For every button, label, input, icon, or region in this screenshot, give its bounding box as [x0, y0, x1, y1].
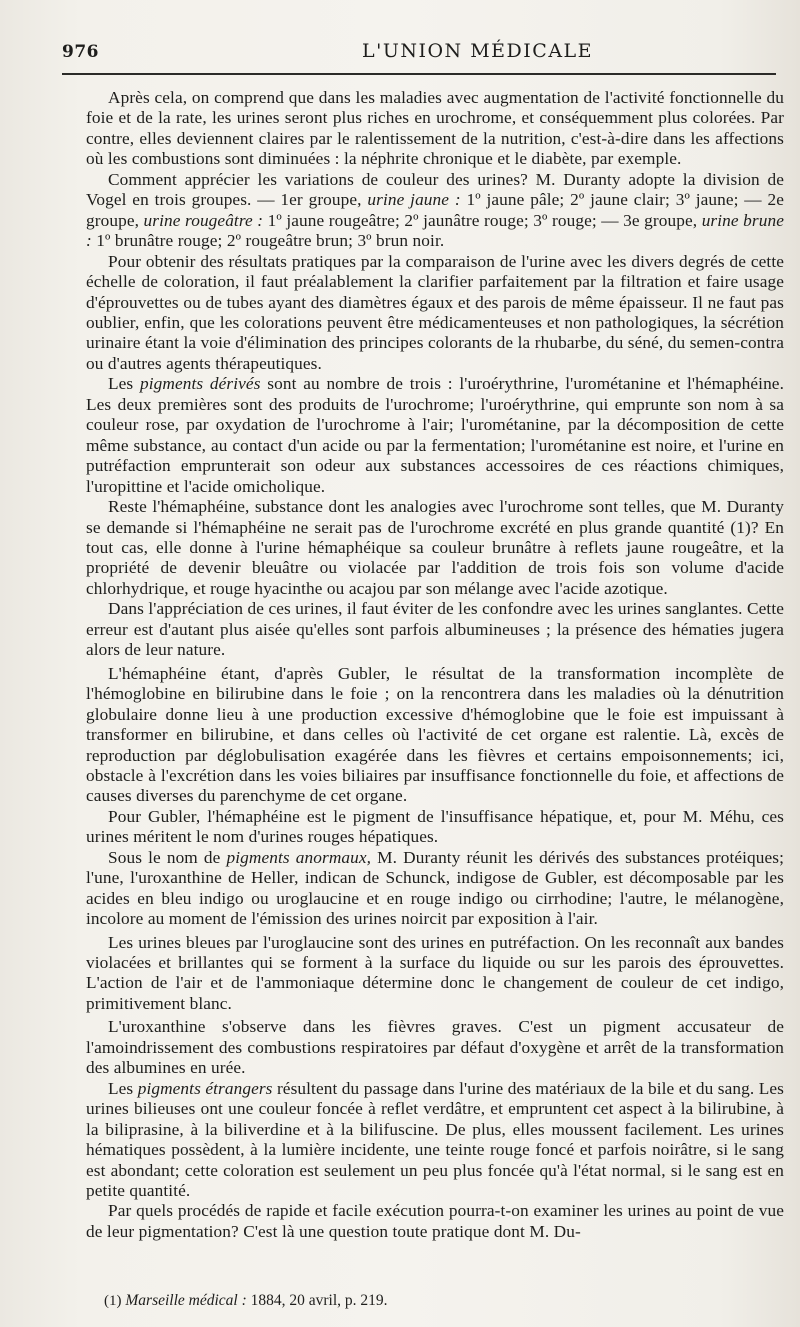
paragraph: [86, 170, 784, 252]
paragraph: [86, 599, 784, 660]
paragraph: [86, 1017, 784, 1078]
italic-run: urine brune :: [86, 210, 784, 251]
article-body: [86, 88, 784, 1242]
text-run: Sous le nom de: [108, 847, 227, 867]
italic-run: pigments étrangers: [137, 1078, 273, 1098]
text-run: 1º jaune rougeâtre; 2º jaunâtre rouge; 3º rouge; — 3e groupe,: [263, 210, 702, 230]
paragraph: [86, 1079, 784, 1202]
text-run: Dans l'appréciation de ces urines, il faut éviter de les confondre avec les urines sanglantes. Cette erreur est d'autant plus aisée qu'elles sont parfois albumineuses ; la présence des hématies jugera alors de leur nature.: [86, 599, 784, 660]
italic-run: pigments dérivés: [139, 374, 261, 394]
paragraph: [86, 88, 784, 170]
paragraph: [86, 497, 784, 599]
text-run: Les urines bleues par l'uroglaucine sont des urines en putréfaction. On les reconnaît aux bandes violacées et brillantes qui se forment à la surface du liquide ou sur les parois des éprouvettes. L'action de l'air et de l'ammoniaque détermine donc le changement de couleur de cet indigo, primitivement blanc.: [86, 932, 784, 1013]
paragraph: [86, 848, 784, 930]
text-run: sont au nombre de trois : l'uroérythrine, l'urométanine et l'hémaphéine. Les deux premières sont des produits de l'urochrome; l'uroérythrine, qui emprunte son nom à sa couleur rose, par oxydation de l'urochrome à l'air; l'urométanine, par la décomposition de cette même substance, au contact d'un acide ou par la fermentation; l'urométanine est noire, et l'urine en putréfaction emprunterait son odeur aux substances accessoires de ces réactions chimiques, l'uropittine et l'acide omicholique.: [86, 374, 785, 496]
text-run: M. Duranty réunit les dérivés des substances protéiques; l'une, l'uroxanthine de Heller, indican de Schunck, indigose de Gubler, est décomposable par les acides en bleu indigo ou uroglaucine et en rouge indigo ou cirrhodine; l'autre, le mélanogène, incolore au moment de l'émission des urines noircit par exposition à l'air.: [86, 847, 785, 929]
text-run: L'hémaphéine étant, d'après Gubler, le résultat de la transformation incomplète de l'hémoglobine en bilirubine dans le foie ; on la rencontrera dans les maladies où la dénutrition globulaire donne lieu à une production excessive d'hémoglobine que le foie est impuissant à transformer en bilirubine, et dans celles où l'activité de cet organe est ralentie. Là, excès de reproduction par déglobulisation exagérée dans les fièvres et certains empoisonnements; ici, obstacle à l'excrétion dans les voies biliaires par insuffisance fonctionnelle du foie, et affections de causes diverses du parenchyme de cet organe.: [86, 663, 784, 806]
paragraph: [86, 1201, 784, 1242]
text-run: Après cela, on comprend que dans les maladies avec augmentation de l'activité fonctionnelle du foie et de la rate, les urines seront plus riches en urochrome, et conséquemment plus colorées. Par contre, elles deviennent claires par le ralentissement de la nutrition, c'est-à-dire dans les affections où les combustions sont diminuées : la néphrite chronique et le diabète, par exemple.: [86, 88, 784, 169]
paragraph: [86, 807, 784, 848]
text-run: Pour obtenir des résultats pratiques par la comparaison de l'urine avec les divers degrés de cette échelle de coloration, il faut préalablement la clarifier parfaitement par la filtration et faire usage d'éprouvettes ou de tubes ayant des diamètres égaux et des parois de même épaisseur. Il ne faut pas oublier, enfin, que les colorations peuvent être médicamenteuses et non pathologiques, la sécrétion urinaire étant la voie d'élimination des principes colorants de la rhubarbe, du séné, du semen-contra ou d'autres agents thérapeutiques.: [86, 251, 784, 373]
footnote-ref: (1): [104, 1293, 122, 1309]
footnote-detail: 1884, 20 avril, p. 219.: [246, 1292, 388, 1309]
paragraph: [86, 374, 784, 497]
text-run: Les: [108, 1078, 138, 1098]
paragraph: [86, 252, 784, 375]
text-run: 1º brunâtre rouge; 2º rougeâtre brun; 3º brun noir.: [91, 231, 445, 251]
text-run: L'uroxanthine s'observe dans les fièvres graves. C'est un pigment accusateur de l'amoindrissement des combustions respiratoires par défaut d'oxygène et arrêt de la transformation des albumines en urée.: [86, 1017, 784, 1078]
italic-run: urine rougeâtre :: [143, 210, 264, 230]
page-header: [62, 38, 774, 68]
paragraph: [86, 664, 784, 807]
text-run: Reste l'hémaphéine, substance dont les analogies avec l'urochrome sont telles, que M. Duranty se demande si l'hémaphéine ne serait pas de l'urochrome excrété en plus grande quantité (1)? En tout cas, elle donne à l'urine hémaphéique sa couleur brunâtre à reflets jaune rougeâtre, et la propriété de devenir bleuâtre ou violacée par l'addition de trois fois son volume d'acide chlorhydrique, et rouge hyacinthe ou acajou par son mélange avec l'acide azotique.: [86, 497, 784, 598]
header-rule: [62, 73, 776, 75]
text-run: résultent du passage dans l'urine des matériaux de la bile et du sang. Les urines bilieuses ont une couleur foncée à reflet verdâtre, et empruntent cet aspect à la bilirubine, à la biliprasine, à la biliverdine et à la bilifuscine. De plus, elles moussent facilement. Les urines hématiques possèdent, à la lumière incidente, une teinte rouge foncé et parfois noirâtre, si le sang est abondant; cette coloration est seulement un peu plus foncée qu'à l'état normal, si le sang est en petite quantité.: [86, 1078, 785, 1201]
running-title: L'UNION MÉDICALE: [362, 40, 594, 62]
text-run: Comment apprécier les variations de couleur des urines? M. Duranty adopte la division de Vogel en trois groupes. — 1er groupe,: [86, 169, 784, 210]
footnote: [104, 1292, 764, 1310]
paragraph: [86, 933, 784, 1015]
text-run: Les: [108, 374, 140, 394]
italic-run: pigments anormaux,: [226, 847, 372, 867]
page-number: 976: [62, 42, 99, 62]
footnote-source: Marseille médical :: [125, 1292, 247, 1309]
text-run: Par quels procédés de rapide et facile exécution pourra-t-on examiner les urines au point de vue de leur pigmentation? C'est là une question toute pratique dont M. Du-: [86, 1201, 784, 1241]
text-run: 1º jaune pâle; 2º jaune clair; 3º jaune; — 2e groupe,: [86, 190, 784, 230]
text-run: Pour Gubler, l'hémaphéine est le pigment de l'insuffisance hépatique, et, pour M. Méhu, ces urines méritent le nom d'urines rouges hépatiques.: [86, 806, 784, 847]
italic-run: urine jaune :: [367, 190, 461, 210]
